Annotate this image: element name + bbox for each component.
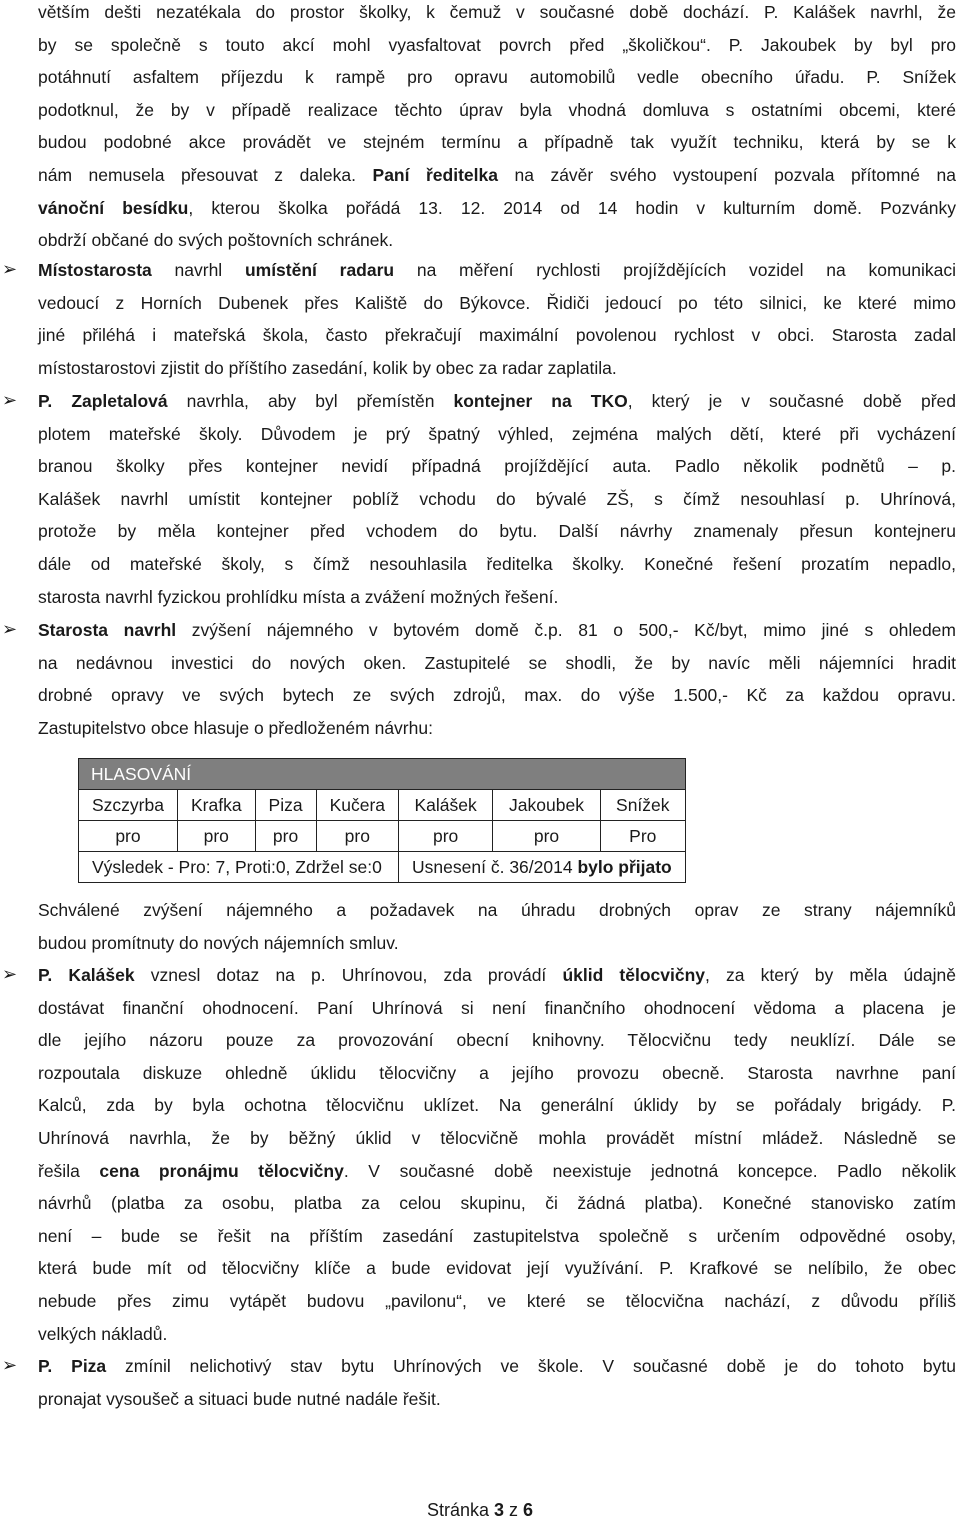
bold-run: umístění radaru: [244, 260, 395, 280]
bold-run: Paní ředitelka: [372, 164, 498, 185]
text-line: není – bude se řešit na příštím zasedání zastupitelstva společně s určením odpovědné osoby,: [38, 1225, 956, 1246]
text-line: vedoucí z Horních Dubenek přes Kaliště do Býkovce. Řidiči jedoucí po této silnici, ke které mimo: [38, 292, 956, 313]
vote-value: pro: [177, 821, 255, 852]
text-line: budou podobné akce provádět ve stejném termínu a případně tak využít techniku, která by se k: [38, 132, 956, 153]
resolution-status: [399, 852, 686, 883]
footer-prefix: Stránka: [426, 1500, 494, 1520]
text-line: návrhů (platba za osobu, platba za celou skupinu, či žádná platba). Konečné stanovisko zatím: [38, 1193, 956, 1214]
text-line: Zastupitelstvo obce hlasuje o předloženém návrhu:: [38, 717, 433, 738]
text-line: nebude přes zimu vytápět budovu „pavilonu“, ve které se tělocvična nachází, z důvodu příliš: [38, 1290, 956, 1311]
text-line: potáhnutí asfaltem příjezdu k rampě pro opravu automobilů vedle obecního úřadu. P. Snížek: [38, 67, 956, 88]
council-member-name: Snížek: [600, 790, 685, 821]
item-kontejner: [38, 385, 956, 613]
bullet-arrow-icon: ➢: [2, 964, 18, 985]
table-row: [79, 852, 686, 883]
bullet-arrow-icon: ➢: [2, 390, 18, 411]
vote-result: Výsledek - Pro: 7, Proti:0, Zdržel se:0: [79, 852, 399, 883]
text-line: rozpoutala diskuze ohledně úklidu tělocvičny a jejího provozu obecně. Starosta navrhne paní: [38, 1062, 956, 1083]
approved-paragraph: [38, 894, 956, 959]
council-member-name: Piza: [255, 790, 316, 821]
voting-table: [78, 758, 686, 883]
text-line: dle jejího názoru pouze za provozování obecní knihovny. Tělocvičnu tedy neuklízí. Dále se: [38, 1030, 956, 1051]
text-line: [38, 1350, 956, 1383]
vote-value: pro: [79, 821, 178, 852]
text-line: drobné opravy ve svých bytech ze svých zdrojů, max. do výše 1.500,- Kč za každou opravu.: [38, 685, 956, 706]
bold-run: P. Zapletalová: [38, 391, 168, 411]
text-run: nám nemusela přesouvat z daleka.: [38, 164, 356, 185]
council-member-name: Kučera: [316, 790, 398, 821]
page-footer: [0, 1500, 960, 1521]
bold-run: P. Kalášek: [38, 965, 135, 985]
text-line: pronajat vysoušeč a situaci bude nutné nadále řešit.: [38, 1388, 441, 1409]
total-page-count: 6: [523, 1500, 534, 1520]
text-run: , který je v současné době před: [627, 391, 956, 411]
council-member-name: Krafka: [177, 790, 255, 821]
text-line: [38, 959, 956, 992]
text-line: by se společně s touto akcí mohl vyasfaltovat povrch před „školičkou“. P. Jakoubek by byl pro: [38, 34, 956, 55]
intro-paragraph: [38, 0, 956, 257]
text-line: větším dešti nezatékala do prostor školky, k čemuž v současné době dochází. P. Kalášek navrhl, že: [38, 2, 956, 22]
bold-run: P. Piza: [38, 1356, 107, 1376]
bold-run: cena pronájmu tělocvičny: [99, 1160, 344, 1181]
vote-value: pro: [493, 821, 601, 852]
text-run: navrhl: [151, 260, 245, 280]
text-line: plotem mateřské školy. Důvodem je prý špatný výhled, zejména malých dětí, které při vycházení: [38, 423, 956, 444]
text-line: [38, 192, 956, 225]
text-line: obdrží občané do svých poštovních schránek.: [38, 230, 394, 251]
bullet-arrow-icon: ➢: [2, 1355, 18, 1376]
text-line: Kalášek navrhl umístit kontejner poblíž vchodu do bývalé ZŠ, s čímž nesouhlasí p. Uhrínová,: [38, 488, 956, 509]
council-member-name: Szczyrba: [79, 790, 178, 821]
text-line: starosta navrhl fyzickou prohlídku místa a zvážení možných řešení.: [38, 586, 559, 607]
text-line: na nedávnou investici do nových oken. Zastupitelé se shodli, že by navíc měli nájemníci hradit: [38, 652, 956, 673]
table-row: [79, 821, 686, 852]
vote-value: Pro: [600, 821, 685, 852]
council-member-name: Kalášek: [399, 790, 493, 821]
text-line: velkých nákladů.: [38, 1323, 168, 1344]
current-page-number: 3: [494, 1500, 505, 1520]
bullet-arrow-icon: ➢: [2, 619, 18, 640]
text-line: protože by měla kontejner před vchodem do bytu. Další návrhy znamenaly přesun kontejneru: [38, 521, 956, 542]
text-line: [38, 254, 956, 287]
text-line: Schválené zvýšení nájemného a požadavek na úhradu drobných oprav ze strany nájemníků: [38, 900, 956, 920]
text-line: dostávat finanční ohodnocení. Paní Uhrínová si není finančního ohodnocení vědoma a placena je: [38, 997, 956, 1018]
item-radar: [38, 254, 956, 384]
bold-run: vánoční besídku: [38, 197, 189, 218]
text-line: [38, 385, 956, 418]
text-run: vznesl dotaz na p. Uhrínovou, zda provádí: [134, 965, 563, 985]
bold-run: bylo přijato: [577, 856, 672, 877]
text-run: zvýšení nájemného v bytovém domě č.p. 81 o 500,- Kč/byt, mimo jiné s ohledem: [176, 620, 956, 640]
text-line: budou promítnuty do nových nájemních smluv.: [38, 932, 399, 953]
voting-table-header: HLASOVÁNÍ: [79, 759, 686, 790]
council-member-name: Jakoubek: [493, 790, 601, 821]
bold-run: kontejner na TKO: [453, 391, 628, 411]
bullet-arrow-icon: ➢: [2, 259, 18, 280]
bold-run: úklid tělocvičny: [562, 965, 706, 985]
text-run: . V současné době neexistuje jednotná koncepce. Padlo několik: [343, 1160, 956, 1181]
text-run: , za který by měla údajně: [705, 965, 957, 985]
text-run: řešila: [38, 1160, 100, 1181]
text-line: podotknul, že by v případě realizace těchto úprav byla vhodná domluva s ostatními obcemi, které: [38, 99, 956, 120]
text-line: branou školky přes kontejner nevidí případná projíždějící auta. Padlo několik podnětů – p.: [38, 456, 956, 477]
item-byt: [38, 1350, 956, 1415]
vote-value: pro: [399, 821, 493, 852]
footer-separator: z: [504, 1500, 524, 1520]
text-line: která bude mít od tělocvičny klíče a bude evidovat její využívání. P. Krafkové se nelíbilo, že obec: [38, 1258, 956, 1279]
bold-run: Místostarosta: [38, 260, 152, 280]
text-line: Uhrínová navrhla, že by běžný úklid v tělocvičně mohla provádět místní mládež. Následně se: [38, 1127, 956, 1148]
text-line: [38, 614, 956, 647]
text-run: na měření rychlosti projíždějících vozidel na komunikaci: [394, 260, 956, 280]
vote-value: pro: [255, 821, 316, 852]
text-run: , kterou školka pořádá 13. 12. 2014 od 14 hodin v kulturním domě. Pozvánky: [188, 197, 956, 218]
text-run: zmínil nelichotivý stav bytu Uhrínových ve škole. V současné době je do tohoto bytu: [106, 1356, 956, 1376]
vote-value: pro: [316, 821, 398, 852]
text-line: Kalců, zda by byla ochotna tělocvičnu uklízet. Na generální úklidy by se pořádaly brigády. P.: [38, 1095, 956, 1116]
table-row: [79, 790, 686, 821]
text-line: dále od mateřské školy, s čímž nesouhlasila ředitelka školky. Konečné řešení prozatím nepadlo,: [38, 553, 956, 574]
text-line: jiné přiléhá i mateřská škola, často překračují maximální povolenou rychlost v obci. Starosta zadal: [38, 325, 956, 346]
text-run: Usnesení č. 36/2014: [412, 856, 578, 877]
text-run: na závěr svého vystoupení pozvala přítomné na: [497, 164, 956, 185]
text-run: navrhla, aby byl přemístěn: [167, 391, 454, 411]
bold-run: Starosta navrhl: [38, 620, 177, 640]
text-line: [38, 159, 956, 192]
item-telocvicna: [38, 959, 956, 1350]
text-line: [38, 1155, 956, 1188]
text-line: místostarostovi zjistit do příštího zasedání, kolik by obec za radar zaplatila.: [38, 357, 617, 378]
item-najem: [38, 614, 956, 744]
